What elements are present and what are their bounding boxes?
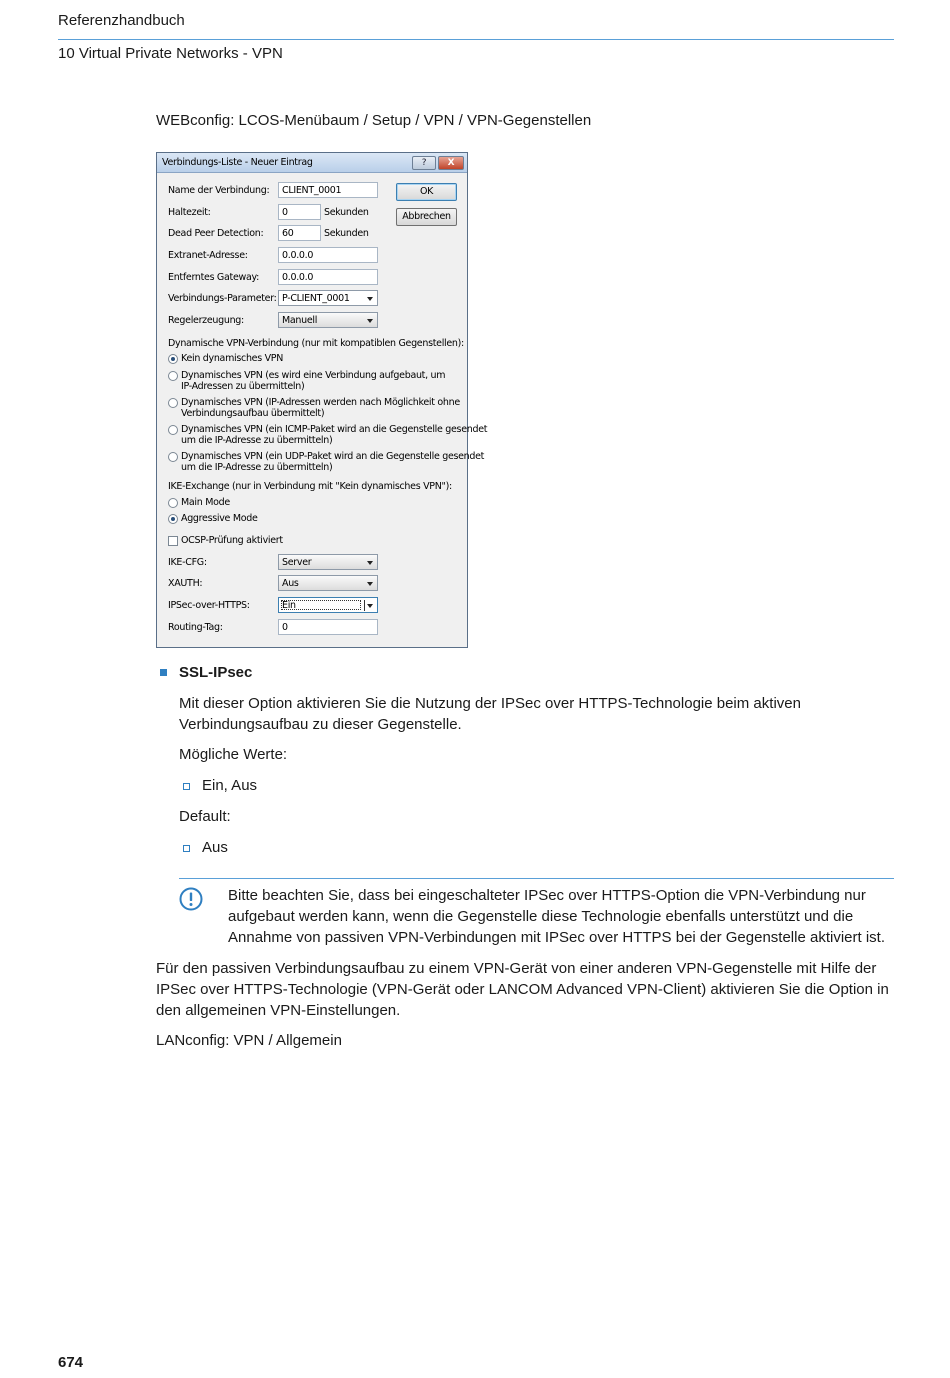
hold-time-label: Haltezeit: — [168, 207, 211, 218]
xauth-value: Aus — [282, 578, 299, 589]
page-number: 674 — [58, 1354, 84, 1371]
select-separator — [364, 600, 365, 611]
dpd-label: Dead Peer Detection: — [168, 228, 264, 239]
close-button[interactable]: X — [438, 156, 464, 170]
webconfig-path: WEBconfig: LCOS-Menübaum / Setup / VPN / VPN-Gegenstellen — [156, 112, 592, 129]
exclamation-icon — [179, 887, 203, 911]
ok-button[interactable]: OK — [396, 183, 457, 201]
hold-time-input[interactable]: 0 — [278, 204, 321, 220]
radio-no-dynamic-vpn-label: Kein dynamisches VPN — [181, 353, 284, 364]
focus-ring — [281, 600, 361, 610]
radio-main-mode[interactable] — [168, 498, 178, 508]
ocsp-checkbox-label: OCSP-Prüfung aktiviert — [181, 535, 283, 546]
chevron-down-icon — [367, 319, 373, 323]
rule-creation-value: Manuell — [282, 315, 318, 326]
connection-name-label: Name der Verbindung: — [168, 185, 270, 196]
rule-creation-select[interactable] — [278, 312, 378, 328]
section-description: Mit dieser Option aktivieren Sie die Nutzung der IPSec over HTTPS-Technologie beim aktiven Verbindungsaufbau zu dieser Gegenstelle. — [179, 695, 801, 733]
xauth-label: XAUTH: — [168, 578, 203, 589]
ike-cfg-select[interactable] — [278, 554, 378, 570]
radio-dynamic-vpn-udp-label-2: um die IP-Adresse zu übermitteln) — [181, 462, 333, 473]
radio-dynamic-vpn-no-connect-label-1: Dynamisches VPN (IP-Adressen werden nach Möglichkeit ohne — [181, 397, 460, 408]
default-value: Aus — [202, 839, 228, 856]
connection-name-input[interactable]: CLIENT_0001 — [278, 182, 378, 198]
section-bullet — [160, 669, 167, 676]
ike-cfg-value: Server — [282, 557, 312, 568]
sub-bullet — [183, 845, 190, 852]
chevron-down-icon — [367, 604, 373, 608]
chevron-down-icon — [367, 297, 373, 301]
ipsec-over-https-value: Ein — [282, 600, 296, 611]
radio-aggressive-mode[interactable] — [168, 514, 178, 524]
header-rule — [58, 39, 894, 40]
ipsec-over-https-select[interactable] — [278, 597, 378, 613]
dialog-title: Verbindungs-Liste - Neuer Eintrag — [162, 157, 313, 168]
hold-time-unit: Sekunden — [324, 207, 369, 218]
running-header-title: Referenzhandbuch — [58, 12, 185, 29]
routing-tag-label: Routing-Tag: — [168, 622, 223, 633]
xauth-select[interactable] — [278, 575, 378, 591]
radio-dynamic-vpn-udp-label-1: Dynamisches VPN (ein UDP-Paket wird an die Gegenstelle gesendet — [181, 451, 485, 462]
radio-dynamic-vpn-connect-label-2: IP-Adressen zu übermitteln) — [181, 381, 305, 392]
remote-gateway-label: Entferntes Gateway: — [168, 272, 260, 283]
ike-exchange-group-label: IKE-Exchange (nur in Verbindung mit "Kein dynamisches VPN"): — [168, 481, 452, 492]
radio-no-dynamic-vpn[interactable] — [168, 354, 178, 364]
note-rule — [179, 878, 894, 879]
radio-dynamic-vpn-no-connect-label-2: Verbindungsaufbau übermittelt) — [181, 408, 325, 419]
chevron-down-icon — [367, 582, 373, 586]
ike-cfg-label: IKE-CFG: — [168, 557, 207, 568]
radio-dynamic-vpn-icmp[interactable] — [168, 425, 178, 435]
radio-dynamic-vpn-no-connect[interactable] — [168, 398, 178, 408]
possible-values-label: Mögliche Werte: — [179, 746, 288, 763]
dynamic-vpn-group-label: Dynamische VPN-Verbindung (nur mit kompatiblen Gegenstellen): — [168, 338, 464, 349]
remote-gateway-input[interactable]: 0.0.0.0 — [278, 269, 378, 285]
connection-params-select[interactable] — [278, 290, 378, 306]
radio-dynamic-vpn-connect[interactable] — [168, 371, 178, 381]
sub-bullet — [183, 783, 190, 790]
connection-params-value: P-CLIENT_0001 — [282, 293, 350, 304]
dpd-unit: Sekunden — [324, 228, 369, 239]
radio-dynamic-vpn-icmp-label-1: Dynamisches VPN (ein ICMP-Paket wird an die Gegenstelle gesendet — [181, 424, 488, 435]
rule-creation-label: Regelerzeugung: — [168, 315, 244, 326]
radio-dynamic-vpn-icmp-label-2: um die IP-Adresse zu übermitteln) — [181, 435, 333, 446]
radio-dynamic-vpn-udp[interactable] — [168, 452, 178, 462]
ipsec-over-https-label: IPSec-over-HTTPS: — [168, 600, 250, 611]
running-header-chapter: 10 Virtual Private Networks - VPN — [58, 45, 283, 62]
extranet-address-input[interactable]: 0.0.0.0 — [278, 247, 378, 263]
radio-aggressive-mode-label: Aggressive Mode — [181, 513, 258, 524]
connection-list-dialog — [156, 152, 488, 648]
lanconfig-path: LANconfig: VPN / Allgemein — [156, 1032, 342, 1049]
radio-main-mode-label: Main Mode — [181, 497, 230, 508]
default-label: Default: — [179, 808, 231, 825]
dpd-input[interactable]: 60 — [278, 225, 321, 241]
possible-values: Ein, Aus — [202, 777, 258, 794]
help-button[interactable]: ? — [412, 156, 436, 170]
ocsp-checkbox[interactable] — [168, 536, 178, 546]
radio-dynamic-vpn-connect-label-1: Dynamisches VPN (es wird eine Verbindung aufgebaut, um — [181, 370, 446, 381]
connection-params-label: Verbindungs-Parameter: — [168, 293, 277, 304]
section-heading: SSL-IPsec — [179, 664, 253, 681]
body-paragraph: Für den passiven Verbindungsaufbau zu einem VPN-Gerät von einer anderen VPN-Gegenstelle mit Hilfe der IPSec over HTTPS-Technologie (VPN-Gerät oder LANCOM Advanced VPN-Client) aktivieren Sie die Option in den allgemeinen VPN-Einstellungen. — [156, 960, 889, 1019]
extranet-address-label: Extranet-Adresse: — [168, 250, 248, 261]
routing-tag-input[interactable]: 0 — [278, 619, 378, 635]
note-text: Bitte beachten Sie, dass bei eingeschalteter IPSec over HTTPS-Option die VPN-Verbindung nur aufgebaut werden kann, wenn die Gegenstelle diese Technologie ebenfalls unterstützt und die Annahme von passiven VPN-Verbindungen mit IPSec over HTTPS bei der Gegenstelle aktiviert ist. — [228, 887, 885, 946]
dialog-titlebar — [157, 153, 467, 173]
cancel-button[interactable]: Abbrechen — [396, 208, 457, 226]
chevron-down-icon — [367, 561, 373, 565]
